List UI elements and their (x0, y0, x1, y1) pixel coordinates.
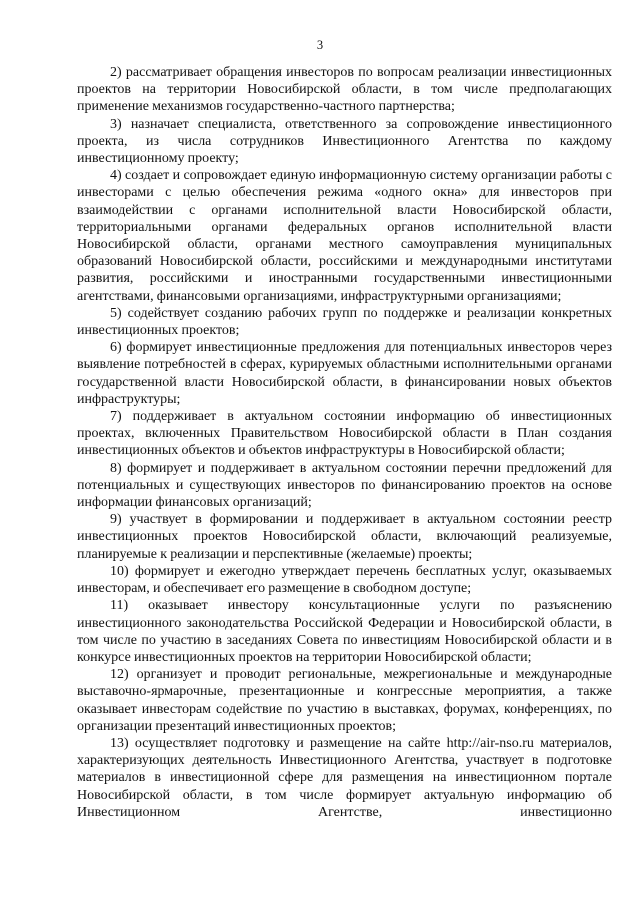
page-number: 3 (316, 38, 324, 52)
paragraph-item-9: 9) участвует в формировании и поддерживает в актуальном состоянии реестр инвестиционных проектов Новосибирской области, включающий реализуемые, планируемые к реализации и перспективные (желаемые) проекты; (77, 512, 612, 562)
paragraph-item-6: 6) формирует инвестиционные предложения для потенциальных инвесторов через выявление потребностей в сферах, курируемых областными исполнительными органами государственной власти Новосибирской области, в финансировании новых объектов инфраструктуры; (77, 340, 612, 407)
paragraph-item-10: 10) формирует и ежегодно утверждает перечень бесплатных услуг, оказываемых инвесторам, и обеспечивает его размещение в свободном доступе; (77, 563, 612, 597)
paragraph-item-8: 8) формирует и поддерживает в актуальном состоянии перечни предложений для потенциальных и существующих инвесторов по финансированию проектов на основе информации финансовых организаций; (77, 460, 612, 511)
paragraph-item-12: 12) организует и проводит региональные, межрегиональные и международные выставочно-ярмарочные, презентационные и конгрессные мероприятия, а также оказывает инвесторам содействие по участию в выставках, форумах, конференциях, по организации презентаций инвестиционных проектов; (77, 667, 612, 734)
paragraph-item-11: 11) оказывает инвестору консультационные услуги по разъяснению инвестиционного законодательства Российской Федерации и Новосибирской области, в том числе по участию в заседаниях Совета по инвестициям Новосибирской области и в конкурсе инвестиционных проектов на территории Новосибирской области; (77, 598, 612, 665)
paragraph-item-7: 7) поддерживает в актуальном состоянии информацию об инвестиционных проектах, включенных Правительством Новосибирской области в План создания инвестиционных объектов и объектов инфраструктуры в Новосибирской области; (77, 409, 612, 459)
paragraph-item-2: 2) рассматривает обращения инвесторов по вопросам реализации инвестиционных проектов на территории Новосибирской области, в том числе предполагающих применение механизмов государственно-частного партнерства; (77, 65, 612, 115)
paragraph-item-4: 4) создает и сопровождает единую информационную систему организации работы с инвесторами с целью обеспечения режима «одного окна» для инвесторов при взаимодействии с органами исполнительной власти Новосибирской области, территориальными органами федеральных органов исполнительной власти Новосибирской области, органами местного самоуправления муниципальных образований Новосибирской области, российскими и международными институтами развития, российскими и иностранными государственными инвестиционными агентствами, финансовыми организациями, инфраструктурными организациями; (77, 168, 612, 304)
paragraph-item-13: 13) осуществляет подготовку и размещение на сайте http://air-nso.ru материалов, характеризующих деятельность Инвестиционного Агентства, участвует в подготовке материалов в инвестиционной сфере для размещения на инвестиционном портале Новосибирской области, в том числе формирует актуальную информацию об Инвестиционном Агентстве, инвестиционно (77, 735, 612, 820)
document-body (77, 64, 612, 821)
paragraph-item-3: 3) назначает специалиста, ответственного за сопровождение инвестиционного проекта, из числа сотрудников Инвестиционного Агентства по каждому инвестиционному проекту; (77, 116, 612, 167)
paragraph-item-5: 5) содействует созданию рабочих групп по поддержке и реализации конкретных инвестиционных проектов; (77, 305, 612, 339)
